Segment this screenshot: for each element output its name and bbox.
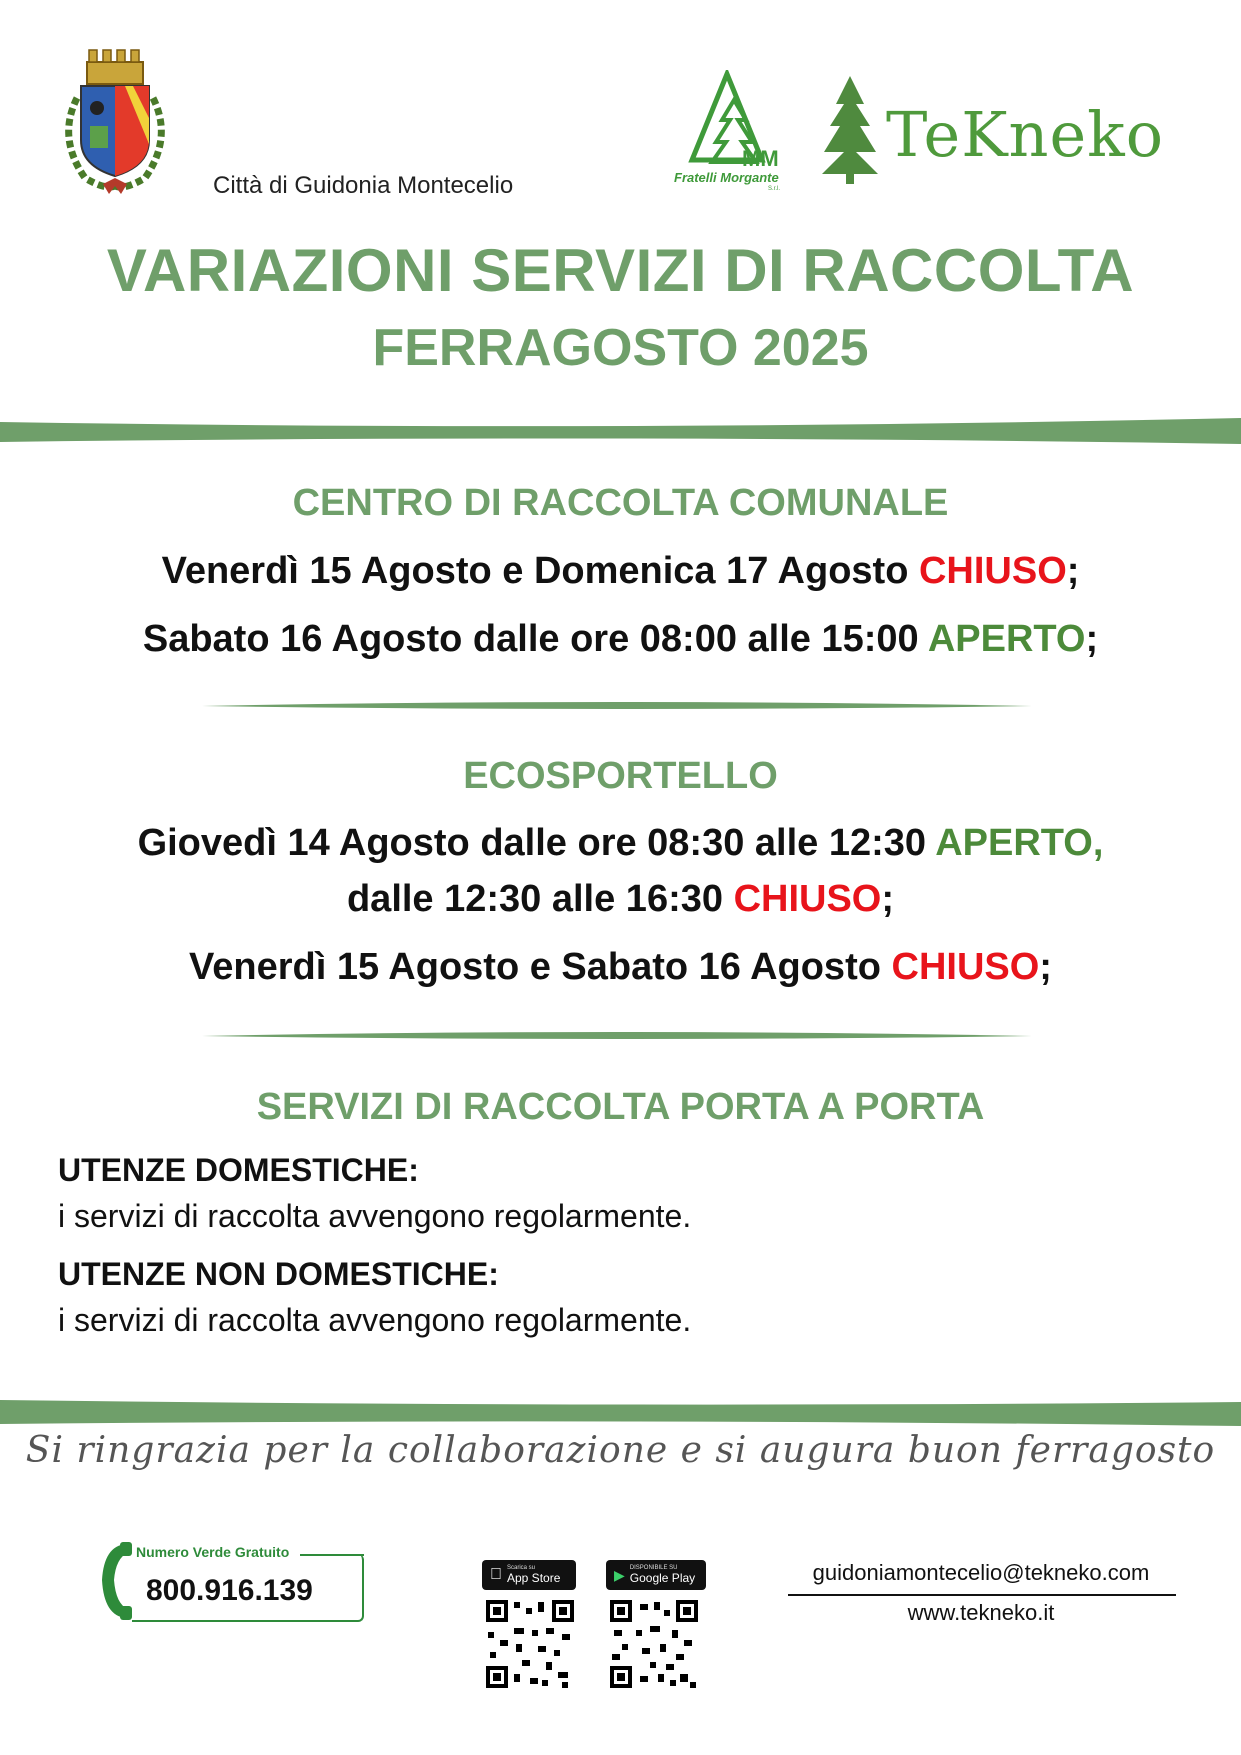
status-badge: CHIUSO: [918, 550, 1067, 592]
status-badge: APERTO,: [935, 822, 1104, 864]
contacts-rule: [788, 1594, 1176, 1596]
phone-box-top-rule: [300, 1554, 364, 1556]
page-title: VARIAZIONI SERVIZI DI RACCOLTA: [106, 237, 1135, 304]
app-store-qr-code[interactable]: [486, 1600, 574, 1688]
ecosportello-line-2-text: dalle 12:30 alle 16:30: [346, 878, 734, 920]
utenze-domestiche-text: i servizi di raccolta avvengono regolarmente.: [58, 1198, 692, 1234]
city-coat-of-arms-logo: [55, 48, 175, 196]
phone-icon: [96, 1540, 134, 1622]
apple-icon: [490, 1566, 502, 1584]
status-badge: CHIUSO: [733, 878, 882, 920]
centro-line-2: [0, 618, 1241, 661]
ecosportello-line-3: [0, 946, 1241, 989]
phone-number[interactable]: 800.916.139: [146, 1574, 313, 1607]
website-link[interactable]: www.tekneko.it: [907, 1600, 1055, 1625]
divider: [202, 1030, 1032, 1042]
centro-heading: CENTRO DI RACCOLTA COMUNALE: [292, 482, 949, 524]
city-name: Città di Guidonia Montecelio: [213, 172, 514, 199]
bottom-separator: [0, 1398, 1241, 1428]
ecosportello-line-1-text: Giovedì 14 Agosto dalle ore 08:30 alle 12:30: [137, 822, 936, 864]
utenze-non-domestiche-label: UTENZE NON DOMESTICHE:: [58, 1256, 499, 1292]
line-end: ;: [881, 878, 895, 920]
page-subtitle: FERRAGOSTO 2025: [372, 319, 869, 377]
ecosportello-line-1: [0, 822, 1241, 865]
email-link[interactable]: guidoniamontecelio@tekneko.com: [812, 1560, 1150, 1585]
utenze-domestiche-label: UTENZE DOMESTICHE:: [58, 1152, 419, 1188]
google-play-big: Google Play: [629, 1571, 696, 1585]
partner1-monogram: MM: [742, 146, 779, 171]
porta-heading: SERVIZI DI RACCOLTA PORTA A PORTA: [256, 1086, 985, 1128]
google-play-small: DISPONIBILE SU: [629, 1565, 678, 1571]
google-play-badge[interactable]: [606, 1560, 706, 1590]
top-separator: [0, 418, 1241, 448]
status-badge: CHIUSO: [891, 946, 1040, 988]
app-store-badge[interactable]: [482, 1560, 576, 1590]
utenze-non-domestiche-text: i servizi di raccolta avvengono regolarmente.: [58, 1302, 692, 1338]
partner2-name: TeKneko: [886, 98, 1165, 171]
ecosportello-line-3-text: Venerdì 15 Agosto e Sabato 16 Agosto: [189, 946, 892, 988]
partner1-name: Fratelli Morgante: [674, 170, 779, 185]
line-end: ;: [1039, 946, 1052, 988]
fratelli-morgante-logo: [672, 70, 802, 190]
line-end: ;: [1066, 550, 1080, 592]
divider: [202, 700, 1032, 712]
partner1-sub: S.r.l.: [768, 186, 781, 190]
centro-line-2-text: Sabato 16 Agosto dalle ore 08:00 alle 15:00: [142, 618, 928, 660]
status-badge: APERTO: [927, 618, 1086, 660]
thanks-message: Si ringrazia per la collaborazione e si augura buon ferragosto: [25, 1430, 1216, 1471]
google-play-text: [630, 1565, 695, 1585]
phone-label: Numero Verde Gratuito: [136, 1544, 290, 1560]
line-end: ;: [1085, 618, 1099, 660]
app-store-small: Scarica su: [495, 1565, 524, 1571]
app-store-text: [495, 1565, 560, 1585]
pine-tree-icon: [822, 76, 878, 184]
google-play-qr-code[interactable]: [610, 1600, 698, 1688]
centro-line-1: [0, 550, 1241, 593]
ecosportello-line-2: [0, 878, 1241, 921]
tekneko-logo: [820, 74, 1180, 186]
centro-line-1-text: Venerdì 15 Agosto e Domenica 17 Agosto: [161, 550, 919, 592]
app-store-big: App Store: [495, 1571, 549, 1585]
play-icon: ▶: [614, 1566, 625, 1583]
ecosportello-heading: ECOSPORTELLO: [463, 755, 778, 797]
